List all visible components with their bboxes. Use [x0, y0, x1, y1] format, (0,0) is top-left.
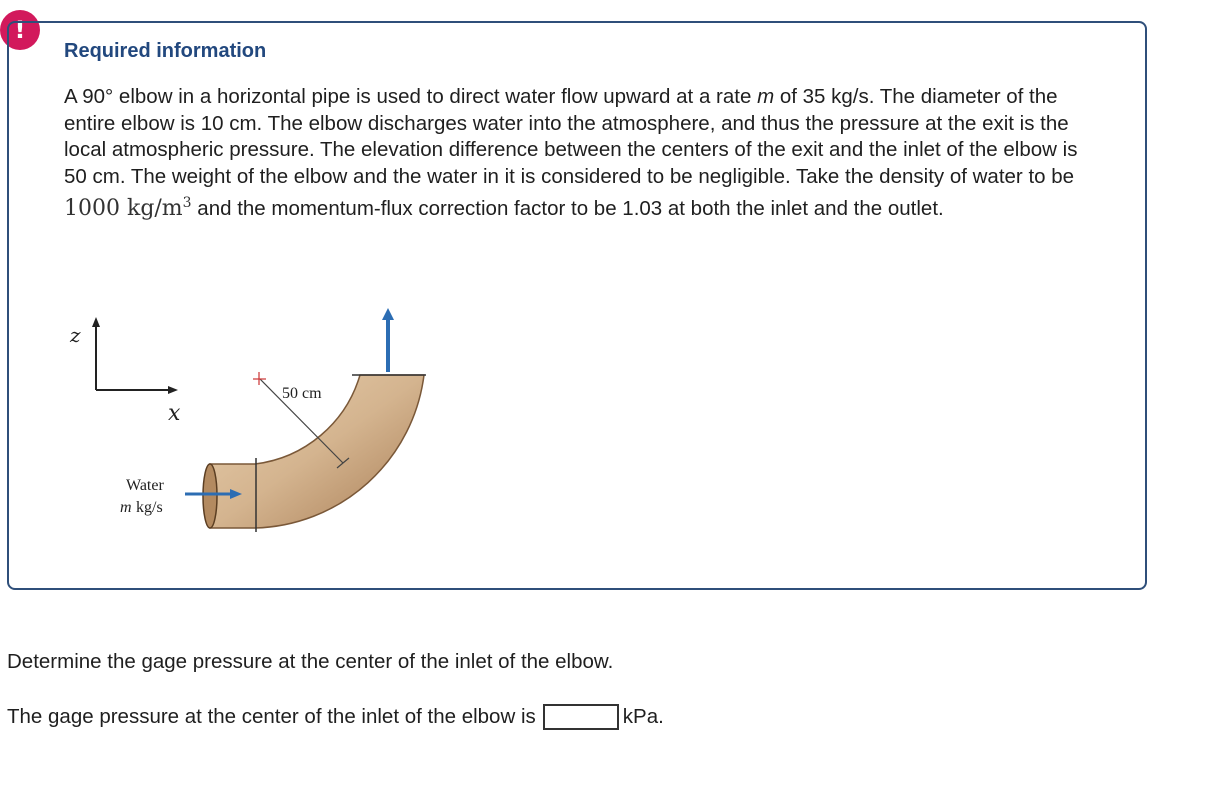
distance-label: 50 cm — [282, 385, 322, 402]
flow-rate-symbol: m — [120, 499, 132, 516]
problem-text-2: of 35 kg/s. The diameter of the entire elbow is 10 cm. The elbow discharges water into the atmosphere, and thus the pressure at the exit is the local atmospheric pressure. The elevation difference between the centers of the exit and the inlet of the elbow is 50 cm. The weight of the elbow and the water in it is considered to be negligible. Take the density of water to be — [64, 85, 1078, 188]
density-value: 1000 kg/m — [64, 195, 183, 221]
problem-text-3: and the momentum-flux correction factor to be 1.03 at both the inlet and the outlet. — [191, 196, 944, 220]
answer-unit: kPa. — [622, 705, 664, 728]
outlet-arrow-icon — [382, 308, 394, 372]
gage-pressure-input[interactable] — [543, 704, 619, 730]
axes-icon — [92, 317, 178, 394]
flow-rate-unit: kg/s — [136, 499, 163, 516]
x-axis-label: x — [168, 401, 181, 426]
water-label: Water — [126, 477, 164, 494]
z-axis-label: z — [70, 323, 81, 347]
alert-icon: ! — [0, 10, 40, 50]
density-exponent: 3 — [182, 195, 192, 211]
question-prompt: Determine the gage pressure at the center of the inlet of the elbow. — [7, 650, 614, 673]
elbow-diagram — [60, 300, 440, 540]
problem-statement — [64, 84, 1104, 222]
problem-text-1: A 90° elbow in a horizontal pipe is used to direct water flow upward at a rate — [64, 85, 758, 108]
mass-flow-symbol: m — [757, 85, 775, 108]
required-info-title: Required information — [64, 40, 267, 62]
answer-row — [7, 704, 664, 730]
answer-prefix: The gage pressure at the center of the inlet of the elbow is — [7, 705, 536, 728]
